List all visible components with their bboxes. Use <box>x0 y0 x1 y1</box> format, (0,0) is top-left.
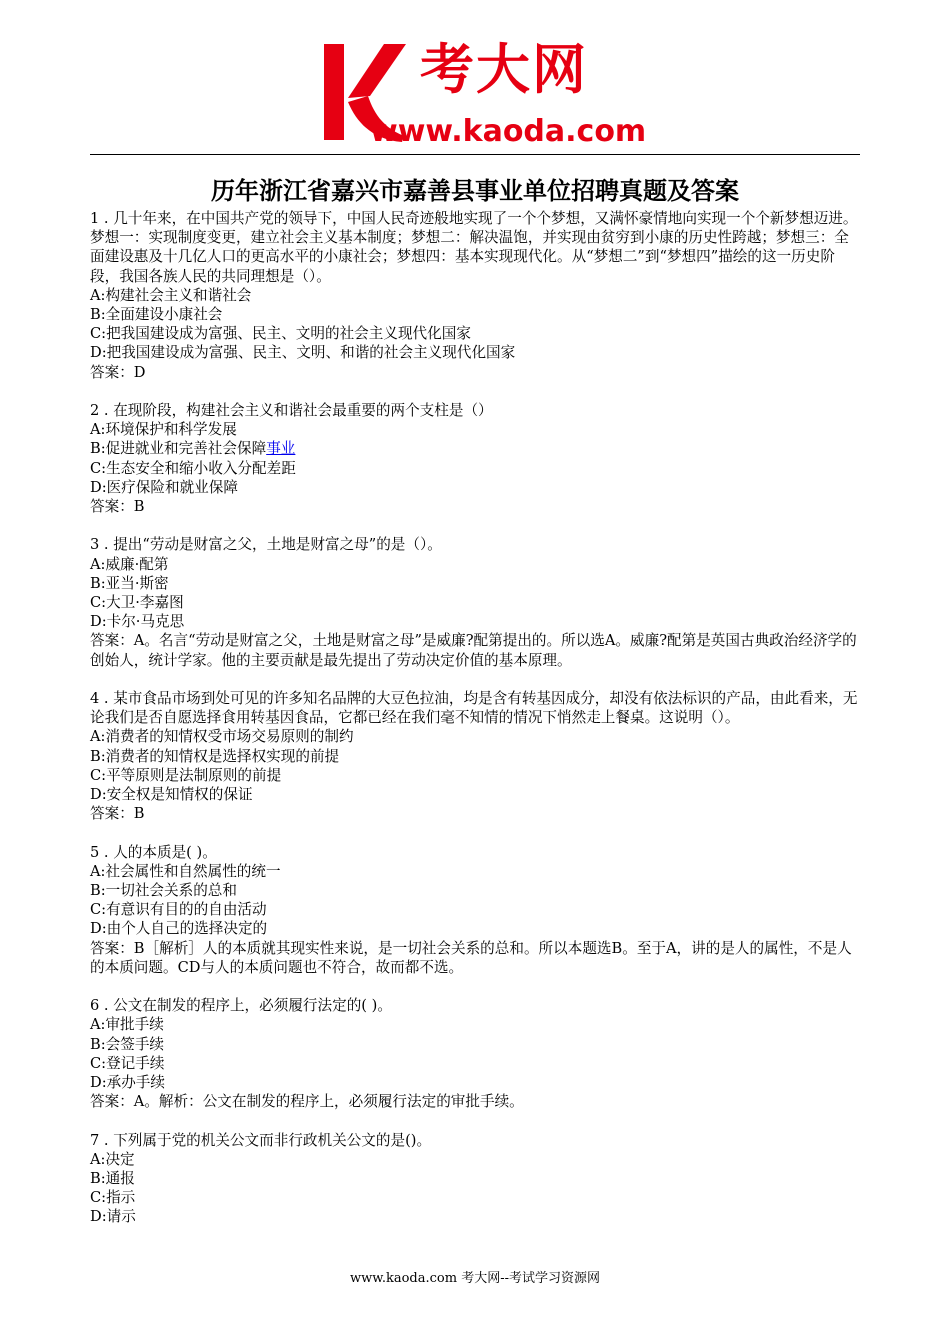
option-c: C:大卫·李嘉图 <box>90 594 184 612</box>
option-a: A:构建社会主义和谐社会 <box>90 286 252 304</box>
answer: 答案：D <box>90 363 146 381</box>
question-stem: 4 . 某市食品市场到处可见的许多知名品牌的大豆色拉油，均是含有转基因成分，却没有依法标识的产品，由此看来，无论我们是否自愿选择食用转基因食品，它都已经在我们毫不知情的情况下悄然走上餐桌。这说明（）。 <box>90 690 858 727</box>
option-b: B:亚当·斯密 <box>90 574 169 592</box>
answer: 答案：B <box>90 805 145 823</box>
question-6 <box>90 996 860 1111</box>
option-a: A:社会属性和自然属性的统一 <box>90 862 281 880</box>
option-b: B:一切社会关系的总和 <box>90 882 237 900</box>
option-a: A:决定 <box>90 1150 135 1168</box>
option-c: C:平等原则是法制原则的前提 <box>90 766 282 784</box>
option-b: B:全面建设小康社会 <box>90 306 223 324</box>
option-a: A:消费者的知情权受市场交易原则的制约 <box>90 728 354 746</box>
header-divider <box>90 154 860 155</box>
option-a: A:环境保护和科学发展 <box>90 421 237 439</box>
question-1 <box>90 209 860 382</box>
logo-url-text: www.kaoda.com <box>370 114 647 149</box>
option-c: C:把我国建设成为富强、民主、文明的社会主义现代化国家 <box>90 325 471 343</box>
question-7 <box>90 1131 860 1227</box>
option-d: D:卡尔·马克思 <box>90 613 185 631</box>
option-c: C:生态安全和缩小收入分配差距 <box>90 459 296 477</box>
kaoda-logo <box>318 34 658 154</box>
question-stem: 3 . 提出“劳动是财富之父，土地是财富之母”的是（）。 <box>90 536 442 554</box>
question-2 <box>90 401 860 516</box>
question-5 <box>90 843 860 977</box>
option-d: D:承办手续 <box>90 1074 165 1092</box>
document-title: 历年浙江省嘉兴市嘉善县事业单位招聘真题及答案 <box>211 176 739 205</box>
option-d: D:安全权是知情权的保证 <box>90 786 253 804</box>
option-d: D:医疗保险和就业保障 <box>90 478 238 496</box>
answer: 答案：B［解析］人的本质就其现实性来说，是一切社会关系的总和。所以本题选B。至于A，讲的是人的属性，不是人的本质问题。CD与人的本质问题也不符合，故而都不选。 <box>90 939 852 976</box>
option-c: C:有意识有目的的自由活动 <box>90 901 267 919</box>
option-b: B:消费者的知情权是选择权实现的前提 <box>90 747 340 765</box>
question-list <box>90 209 860 1246</box>
option-c: C:登记手续 <box>90 1054 165 1072</box>
option-b-row <box>90 439 860 458</box>
question-stem: 6 . 公文在制发的程序上，必须履行法定的( )。 <box>90 997 392 1015</box>
question-stem: 2 . 在现阶段，构建社会主义和谐社会最重要的两个支柱是（） <box>90 402 493 420</box>
option-d: D:把我国建设成为富强、民主、文明、和谐的社会主义现代化国家 <box>90 344 516 362</box>
option-b: B:通报 <box>90 1170 135 1188</box>
question-stem: 5 . 人的本质是( )。 <box>90 843 217 861</box>
answer: 答案：A。名言“劳动是财富之父，土地是财富之母”是威廉?配第提出的。所以选A。威廉?配第是英国古典政治经济学的创始人，统计学家。他的主要贡献是最先提出了劳动决定价值的基本原理。 <box>90 632 857 669</box>
option-a: A:审批手续 <box>90 1016 164 1034</box>
option-d: D:由个人自己的选择决定的 <box>90 920 268 938</box>
option-b: B:会签手续 <box>90 1035 165 1053</box>
question-3 <box>90 535 860 669</box>
question-4 <box>90 689 860 823</box>
shiye-link[interactable]: 事业 <box>266 440 296 458</box>
option-d: D:请示 <box>90 1208 136 1226</box>
answer: 答案：B <box>90 498 145 516</box>
logo-chinese-text: 考大网 <box>420 38 588 101</box>
page-footer: www.kaoda.com 考大网--考试学习资源网 <box>350 1271 600 1286</box>
option-a: A:威廉·配第 <box>90 555 169 573</box>
answer: 答案：A。解析：公文在制发的程序上，必须履行法定的审批手续。 <box>90 1093 524 1111</box>
option-b: B:促进就业和完善社会保障 <box>90 440 267 458</box>
option-c: C:指示 <box>90 1189 136 1207</box>
question-stem: 1 . 几十年来，在中国共产党的领导下，中国人民奇迹般地实现了一个个梦想，又满怀豪情地向实现一个个新梦想迈进。梦想一：实现制度变更，建立社会主义基本制度；梦想二：解决温饱，并实现由贫穷到小康的历史性跨越；梦想三：全面建设惠及十几亿人口的更高水平的小康社会；梦想四：基本实现现代化。从“梦想二”到“梦想四”描绘的这一历史阶段，我国各族人民的共同理想是（）。 <box>90 210 858 285</box>
question-stem: 7 . 下列属于党的机关公文而非行政机关公文的是()。 <box>90 1131 432 1149</box>
